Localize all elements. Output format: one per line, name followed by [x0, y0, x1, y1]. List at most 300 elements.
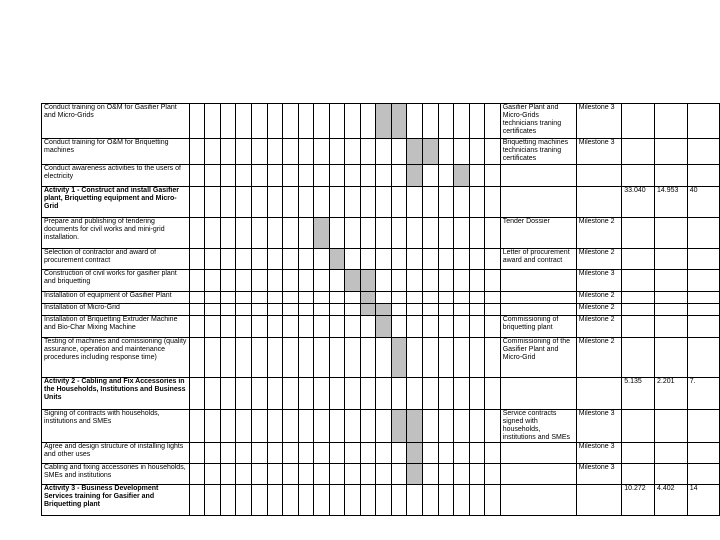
gantt-empty-cell: [345, 485, 361, 516]
budget-amount-cell: [654, 139, 687, 165]
task-label: Installation of Micro-Grid: [42, 304, 190, 316]
task-label: Prepare and publishing of tendering documents for civil works and mini-grid installation.: [42, 218, 190, 249]
gantt-empty-cell: [283, 139, 299, 165]
task-row: [42, 443, 720, 464]
gantt-empty-cell: [485, 104, 501, 139]
gantt-bar-cell: [391, 410, 407, 443]
gantt-empty-cell: [391, 187, 407, 218]
gantt-bar-cell: [391, 338, 407, 378]
output-cell: [500, 304, 576, 316]
budget-amount-cell: [687, 292, 719, 304]
budget-amount-cell: [622, 218, 655, 249]
gantt-bar-cell: [454, 165, 470, 187]
milestone-cell: Milestone 3: [576, 104, 622, 139]
gantt-empty-cell: [189, 410, 205, 443]
task-label: Cabling and fixing accessories in households, SMEs and institutions: [42, 464, 190, 485]
gantt-empty-cell: [314, 338, 330, 378]
gantt-empty-cell: [298, 485, 314, 516]
gantt-empty-cell: [454, 104, 470, 139]
gantt-empty-cell: [283, 304, 299, 316]
gantt-empty-cell: [205, 270, 221, 292]
gantt-empty-cell: [360, 139, 376, 165]
gantt-empty-cell: [189, 270, 205, 292]
milestone-cell: [576, 485, 622, 516]
gantt-empty-cell: [236, 187, 252, 218]
gantt-empty-cell: [267, 410, 283, 443]
output-cell: [500, 485, 576, 516]
gantt-empty-cell: [251, 292, 267, 304]
gantt-empty-cell: [314, 165, 330, 187]
gantt-empty-cell: [220, 292, 236, 304]
gantt-empty-cell: [189, 316, 205, 338]
gantt-bar-cell: [345, 270, 361, 292]
budget-amount-cell: 4.402: [654, 485, 687, 516]
gantt-empty-cell: [283, 316, 299, 338]
gantt-empty-cell: [454, 485, 470, 516]
gantt-empty-cell: [485, 464, 501, 485]
gantt-empty-cell: [314, 304, 330, 316]
gantt-empty-cell: [360, 218, 376, 249]
gantt-bar-cell: [407, 443, 423, 464]
gantt-empty-cell: [283, 338, 299, 378]
gantt-empty-cell: [438, 316, 454, 338]
output-cell: Letter of procurement award and contract: [500, 249, 576, 270]
gantt-empty-cell: [438, 410, 454, 443]
gantt-empty-cell: [469, 316, 485, 338]
gantt-empty-cell: [391, 378, 407, 410]
gantt-empty-cell: [267, 249, 283, 270]
gantt-empty-cell: [345, 316, 361, 338]
gantt-empty-cell: [220, 165, 236, 187]
gantt-empty-cell: [329, 378, 345, 410]
gantt-empty-cell: [189, 338, 205, 378]
gantt-empty-cell: [485, 378, 501, 410]
gantt-bar-cell: [360, 292, 376, 304]
gantt-empty-cell: [407, 338, 423, 378]
gantt-empty-cell: [205, 464, 221, 485]
output-cell: [500, 187, 576, 218]
gantt-empty-cell: [438, 187, 454, 218]
gantt-empty-cell: [205, 443, 221, 464]
budget-amount-cell: [654, 270, 687, 292]
budget-amount-cell: [622, 270, 655, 292]
gantt-empty-cell: [205, 165, 221, 187]
budget-amount-cell: [654, 292, 687, 304]
gantt-empty-cell: [391, 316, 407, 338]
gantt-empty-cell: [251, 139, 267, 165]
gantt-empty-cell: [205, 304, 221, 316]
gantt-empty-cell: [469, 464, 485, 485]
gantt-empty-cell: [298, 338, 314, 378]
gantt-empty-cell: [485, 485, 501, 516]
gantt-empty-cell: [283, 249, 299, 270]
gantt-empty-cell: [283, 218, 299, 249]
task-row: [42, 304, 720, 316]
gantt-empty-cell: [376, 139, 392, 165]
gantt-empty-cell: [422, 292, 438, 304]
gantt-empty-cell: [329, 485, 345, 516]
gantt-empty-cell: [360, 410, 376, 443]
gantt-empty-cell: [267, 443, 283, 464]
budget-amount-cell: [654, 338, 687, 378]
task-row: [42, 249, 720, 270]
gantt-empty-cell: [220, 270, 236, 292]
gantt-empty-cell: [236, 443, 252, 464]
gantt-bar-cell: [360, 304, 376, 316]
gantt-empty-cell: [345, 249, 361, 270]
gantt-empty-cell: [391, 304, 407, 316]
gantt-bar-cell: [422, 139, 438, 165]
gantt-empty-cell: [454, 249, 470, 270]
gantt-empty-cell: [454, 378, 470, 410]
gantt-empty-cell: [469, 249, 485, 270]
budget-amount-cell: [654, 304, 687, 316]
gantt-empty-cell: [376, 187, 392, 218]
gantt-empty-cell: [314, 316, 330, 338]
gantt-empty-cell: [283, 165, 299, 187]
gantt-empty-cell: [267, 304, 283, 316]
task-label: Conduct awareness activities to the users of electricity: [42, 165, 190, 187]
task-label: Selection of contractor and award of procurement contract: [42, 249, 190, 270]
gantt-empty-cell: [345, 104, 361, 139]
gantt-empty-cell: [422, 464, 438, 485]
gantt-empty-cell: [454, 139, 470, 165]
gantt-empty-cell: [345, 443, 361, 464]
gantt-empty-cell: [407, 304, 423, 316]
gantt-bar-cell: [376, 316, 392, 338]
gantt-empty-cell: [220, 316, 236, 338]
gantt-empty-cell: [407, 187, 423, 218]
gantt-empty-cell: [454, 292, 470, 304]
gantt-empty-cell: [345, 165, 361, 187]
gantt-empty-cell: [189, 485, 205, 516]
gantt-empty-cell: [391, 485, 407, 516]
gantt-empty-cell: [329, 443, 345, 464]
gantt-empty-cell: [251, 304, 267, 316]
gantt-empty-cell: [283, 378, 299, 410]
gantt-empty-cell: [189, 104, 205, 139]
gantt-empty-cell: [283, 443, 299, 464]
gantt-empty-cell: [251, 443, 267, 464]
budget-amount-cell: 14.953: [654, 187, 687, 218]
gantt-empty-cell: [485, 443, 501, 464]
gantt-empty-cell: [236, 292, 252, 304]
gantt-bar-cell: [407, 165, 423, 187]
gantt-empty-cell: [283, 270, 299, 292]
gantt-empty-cell: [205, 378, 221, 410]
gantt-empty-cell: [298, 249, 314, 270]
milestone-cell: Milestone 2: [576, 316, 622, 338]
budget-amount-cell: [622, 338, 655, 378]
gantt-empty-cell: [236, 165, 252, 187]
budget-amount-cell: [622, 165, 655, 187]
gantt-empty-cell: [205, 104, 221, 139]
gantt-empty-cell: [329, 187, 345, 218]
gantt-empty-cell: [360, 443, 376, 464]
gantt-empty-cell: [345, 464, 361, 485]
budget-amount-cell: [622, 104, 655, 139]
gantt-empty-cell: [391, 218, 407, 249]
gantt-empty-cell: [298, 464, 314, 485]
gantt-bar-cell: [360, 270, 376, 292]
gantt-empty-cell: [438, 104, 454, 139]
gantt-empty-cell: [189, 249, 205, 270]
budget-amount-cell: [622, 410, 655, 443]
gantt-empty-cell: [220, 249, 236, 270]
gantt-empty-cell: [485, 410, 501, 443]
gantt-bar-cell: [376, 104, 392, 139]
task-row: [42, 316, 720, 338]
gantt-empty-cell: [345, 338, 361, 378]
gantt-empty-cell: [485, 165, 501, 187]
gantt-empty-cell: [298, 270, 314, 292]
budget-amount-cell: [622, 249, 655, 270]
gantt-empty-cell: [236, 304, 252, 316]
budget-amount-cell: [622, 443, 655, 464]
gantt-empty-cell: [298, 104, 314, 139]
gantt-empty-cell: [454, 304, 470, 316]
activity-row: [42, 378, 720, 410]
gantt-empty-cell: [422, 165, 438, 187]
gantt-empty-cell: [189, 165, 205, 187]
gantt-empty-cell: [469, 378, 485, 410]
gantt-bar-cell: [407, 139, 423, 165]
gantt-empty-cell: [283, 292, 299, 304]
budget-amount-cell: [687, 464, 719, 485]
gantt-empty-cell: [329, 410, 345, 443]
milestone-cell: Milestone 3: [576, 443, 622, 464]
task-label: Signing of contracts with households, institutions and SMEs: [42, 410, 190, 443]
gantt-empty-cell: [189, 304, 205, 316]
activity-row: [42, 485, 720, 516]
gantt-empty-cell: [267, 270, 283, 292]
gantt-empty-cell: [236, 316, 252, 338]
output-cell: [500, 464, 576, 485]
gantt-empty-cell: [236, 139, 252, 165]
gantt-empty-cell: [422, 316, 438, 338]
gantt-empty-cell: [329, 292, 345, 304]
gantt-empty-cell: [283, 187, 299, 218]
gantt-empty-cell: [360, 165, 376, 187]
task-label: Installation of equipment of Gasifier Plant: [42, 292, 190, 304]
gantt-empty-cell: [220, 464, 236, 485]
budget-amount-cell: [654, 218, 687, 249]
gantt-empty-cell: [454, 218, 470, 249]
gantt-empty-cell: [236, 464, 252, 485]
gantt-empty-cell: [329, 464, 345, 485]
gantt-empty-cell: [345, 292, 361, 304]
budget-amount-cell: [687, 270, 719, 292]
gantt-empty-cell: [391, 443, 407, 464]
task-row: [42, 165, 720, 187]
budget-amount-cell: [687, 443, 719, 464]
gantt-empty-cell: [422, 378, 438, 410]
budget-amount-cell: [654, 464, 687, 485]
gantt-empty-cell: [376, 270, 392, 292]
gantt-empty-cell: [469, 292, 485, 304]
gantt-empty-cell: [360, 378, 376, 410]
gantt-empty-cell: [454, 410, 470, 443]
budget-amount-cell: [622, 292, 655, 304]
gantt-empty-cell: [220, 443, 236, 464]
gantt-empty-cell: [189, 464, 205, 485]
milestone-cell: Milestone 3: [576, 139, 622, 165]
gantt-empty-cell: [438, 249, 454, 270]
gantt-empty-cell: [251, 104, 267, 139]
task-row: [42, 338, 720, 378]
gantt-empty-cell: [189, 139, 205, 165]
gantt-empty-cell: [376, 410, 392, 443]
gantt-empty-cell: [314, 187, 330, 218]
gantt-empty-cell: [236, 270, 252, 292]
gantt-empty-cell: [469, 139, 485, 165]
gantt-empty-cell: [236, 249, 252, 270]
milestone-cell: [576, 378, 622, 410]
output-cell: [500, 292, 576, 304]
budget-amount-cell: [687, 410, 719, 443]
task-row: [42, 292, 720, 304]
gantt-empty-cell: [251, 464, 267, 485]
activity-label: Activity 3 - Business Development Services training for Gasifier and Briquetting plant: [42, 485, 190, 516]
gantt-empty-cell: [469, 165, 485, 187]
gantt-bar-cell: [376, 304, 392, 316]
gantt-empty-cell: [438, 304, 454, 316]
gantt-empty-cell: [251, 410, 267, 443]
task-row: [42, 270, 720, 292]
gantt-empty-cell: [251, 338, 267, 378]
gantt-empty-cell: [422, 338, 438, 378]
gantt-empty-cell: [298, 218, 314, 249]
budget-amount-cell: [687, 316, 719, 338]
gantt-empty-cell: [469, 218, 485, 249]
activity-label: Activity 1 - Construct and install Gasifier plant, Briquetting equipment and Micro-Grid: [42, 187, 190, 218]
budget-amount-cell: [687, 338, 719, 378]
task-label: Installation of Briquetting Extruder Machine and Bio-Char Mixing Machine: [42, 316, 190, 338]
gantt-empty-cell: [485, 316, 501, 338]
gantt-bar-cell: [391, 104, 407, 139]
gantt-empty-cell: [438, 464, 454, 485]
gantt-empty-cell: [391, 139, 407, 165]
gantt-empty-cell: [345, 139, 361, 165]
gantt-empty-cell: [314, 464, 330, 485]
gantt-empty-cell: [189, 443, 205, 464]
budget-amount-cell: [687, 139, 719, 165]
gantt-empty-cell: [485, 218, 501, 249]
milestone-cell: Milestone 3: [576, 410, 622, 443]
gantt-empty-cell: [220, 378, 236, 410]
gantt-empty-cell: [469, 104, 485, 139]
gantt-empty-cell: [469, 304, 485, 316]
budget-amount-cell: 7.: [687, 378, 719, 410]
gantt-empty-cell: [251, 218, 267, 249]
gantt-empty-cell: [251, 485, 267, 516]
gantt-bar-cell: [314, 218, 330, 249]
gantt-empty-cell: [298, 187, 314, 218]
gantt-empty-cell: [329, 304, 345, 316]
gantt-empty-cell: [220, 139, 236, 165]
gantt-empty-cell: [345, 304, 361, 316]
gantt-empty-cell: [267, 104, 283, 139]
gantt-empty-cell: [469, 270, 485, 292]
gantt-empty-cell: [469, 485, 485, 516]
gantt-empty-cell: [345, 187, 361, 218]
gantt-empty-cell: [236, 338, 252, 378]
gantt-empty-cell: [205, 338, 221, 378]
gantt-empty-cell: [391, 165, 407, 187]
gantt-empty-cell: [314, 249, 330, 270]
gantt-empty-cell: [422, 218, 438, 249]
gantt-empty-cell: [454, 270, 470, 292]
gantt-empty-cell: [189, 187, 205, 218]
gantt-empty-cell: [298, 165, 314, 187]
gantt-empty-cell: [267, 292, 283, 304]
gantt-empty-cell: [314, 270, 330, 292]
budget-amount-cell: 2.201: [654, 378, 687, 410]
budget-amount-cell: [687, 165, 719, 187]
gantt-empty-cell: [314, 139, 330, 165]
budget-amount-cell: 14: [687, 485, 719, 516]
gantt-empty-cell: [205, 139, 221, 165]
output-cell: Commissioning of the Gasifier Plant and Micro-Grid: [500, 338, 576, 378]
milestone-cell: Milestone 2: [576, 218, 622, 249]
gantt-empty-cell: [376, 249, 392, 270]
gantt-empty-cell: [205, 218, 221, 249]
gantt-empty-cell: [438, 338, 454, 378]
gantt-empty-cell: [438, 292, 454, 304]
budget-amount-cell: [687, 104, 719, 139]
output-cell: [500, 270, 576, 292]
milestone-cell: [576, 187, 622, 218]
budget-amount-cell: [687, 218, 719, 249]
gantt-empty-cell: [329, 270, 345, 292]
gantt-empty-cell: [251, 187, 267, 218]
gantt-empty-cell: [220, 187, 236, 218]
gantt-empty-cell: [360, 338, 376, 378]
gantt-empty-cell: [376, 485, 392, 516]
budget-amount-cell: [622, 304, 655, 316]
gantt-empty-cell: [298, 410, 314, 443]
gantt-empty-cell: [329, 316, 345, 338]
gantt-empty-cell: [267, 316, 283, 338]
gantt-empty-cell: [314, 443, 330, 464]
budget-amount-cell: [654, 410, 687, 443]
gantt-empty-cell: [407, 270, 423, 292]
gantt-empty-cell: [205, 410, 221, 443]
gantt-empty-cell: [407, 485, 423, 516]
gantt-empty-cell: [485, 187, 501, 218]
budget-amount-cell: 5.135: [622, 378, 655, 410]
gantt-empty-cell: [376, 338, 392, 378]
gantt-empty-cell: [376, 165, 392, 187]
gantt-empty-cell: [267, 485, 283, 516]
budget-amount-cell: [654, 316, 687, 338]
gantt-empty-cell: [422, 270, 438, 292]
gantt-empty-cell: [298, 139, 314, 165]
gantt-empty-cell: [236, 218, 252, 249]
task-label: Conduct training for O&M for Briquetting machines: [42, 139, 190, 165]
gantt-empty-cell: [314, 410, 330, 443]
gantt-empty-cell: [376, 378, 392, 410]
work-plan-table: [41, 103, 720, 516]
output-cell: [500, 443, 576, 464]
gantt-empty-cell: [422, 410, 438, 443]
gantt-empty-cell: [236, 410, 252, 443]
gantt-empty-cell: [422, 187, 438, 218]
gantt-empty-cell: [422, 443, 438, 464]
gantt-empty-cell: [205, 485, 221, 516]
gantt-empty-cell: [454, 464, 470, 485]
gantt-empty-cell: [485, 338, 501, 378]
